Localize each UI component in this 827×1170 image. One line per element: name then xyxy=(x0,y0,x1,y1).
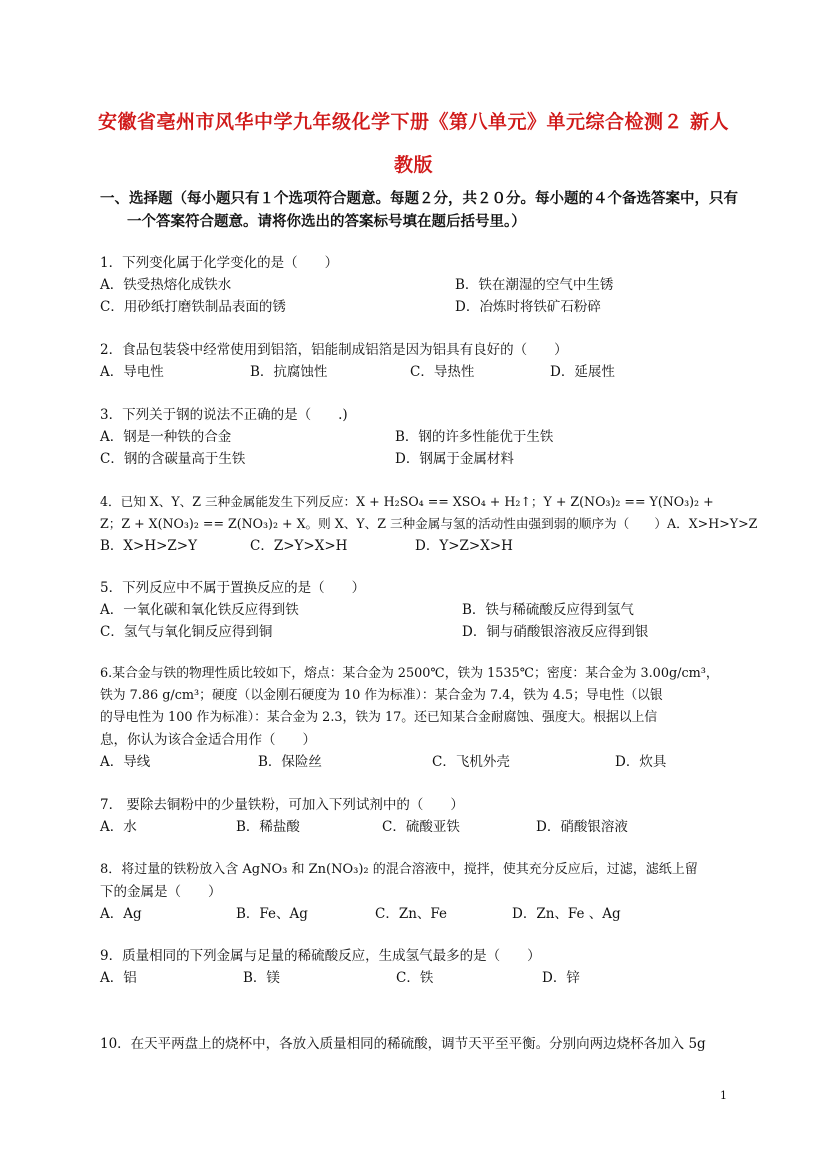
question-1-option-a: A．铁受热熔化成铁水 xyxy=(100,277,232,293)
question-8-option-c: C．Zn、Fe xyxy=(375,906,448,922)
question-8-option-d: D．Zn、Fe 、Ag xyxy=(512,906,621,922)
question-4-option-c: C．Z>Y>X>H xyxy=(250,538,348,554)
question-3-option-d: D．钢属于金属材料 xyxy=(395,451,514,467)
question-2-stem: 2．食品包装袋中经常使用到铝箔，铝能制成铝箔是因为铝具有良好的（ ） xyxy=(100,342,568,358)
question-2-option-d: D．延展性 xyxy=(550,364,615,380)
section-instructions-line-2: 一个答案符合题意。请将你选出的答案标号填在题后括号里。） xyxy=(127,213,526,230)
question-6-option-c: C．飞机外壳 xyxy=(432,754,510,770)
question-6-stem-line-2: 铁为 7.86 g/cm³；硬度（以金刚石硬度为 10 作为标准）：某合金为 7.4，铁为 4.5；导电性（以银 xyxy=(100,688,663,703)
question-1-option-b: B．铁在潮湿的空气中生锈 xyxy=(455,277,614,293)
question-8-stem-line-2: 下的金属是（ ） xyxy=(100,884,222,900)
question-8-option-b: B．Fe、Ag xyxy=(236,906,308,922)
question-9-stem: 9．质量相同的下列金属与足量的稀硫酸反应，生成氢气最多的是（ ） xyxy=(100,948,541,964)
question-4-stem-line-2: Z；Z + X(NO₃)₂ == Z(NO₃)₂ + X。则 X、Y、Z 三种金属与氢的活动性由强到弱的顺序为（ ）A．X>H>Y>Z xyxy=(100,516,758,531)
question-4-stem-line-1: 4．已知 X、Y、Z 三种金属能发生下列反应：X + H₂SO₄ == XSO₄ + H₂↑；Y + Z(NO₃)₂ == Y(NO₃)₂ + xyxy=(100,494,714,509)
section-instructions-line-1: 一、选择题（每小题只有１个选项符合题意。每题２分，共２０分。每小题的４个备选答案中，只有 xyxy=(100,190,738,207)
question-3-option-c: C．钢的含碳量高于生铁 xyxy=(100,451,246,467)
question-6-option-d: D．炊具 xyxy=(615,754,667,770)
section-instructions xyxy=(100,187,740,233)
question-2-option-b: B．抗腐蚀性 xyxy=(250,364,328,380)
question-6-option-a: A．导线 xyxy=(100,754,151,770)
question-5-option-b: B．铁与稀硫酸反应得到氢气 xyxy=(462,602,634,618)
document-title-line-1: 安徽省亳州市风华中学九年级化学下册《第八单元》单元综合检测２ 新人 xyxy=(97,111,730,133)
question-7-option-b: B．稀盐酸 xyxy=(236,819,300,835)
question-3-stem: 3．下列关于钢的说法不正确的是（ .) xyxy=(100,407,348,423)
question-9-option-d: D．锌 xyxy=(542,970,580,986)
question-7-option-d: D．硝酸银溶液 xyxy=(536,819,628,835)
question-6-stem-line-4: 息，你认为该合金适合用作（ ） xyxy=(100,732,316,748)
question-3-option-a: A．钢是一种铁的合金 xyxy=(100,429,232,445)
question-9-option-a: A．铝 xyxy=(100,970,137,986)
question-9-option-c: C．铁 xyxy=(396,970,434,986)
question-2-option-a: A．导电性 xyxy=(100,364,164,380)
question-6-stem-line-1: 6.某合金与铁的物理性质比较如下，熔点：某合金为 2500℃，铁为 1535℃；密度：某合金为 3.00g/cm³， xyxy=(100,666,719,681)
question-4-option-d: D．Y>Z>X>H xyxy=(415,538,513,554)
document-title-line-2: 教版 xyxy=(393,154,433,176)
question-5-option-c: C．氢气与氧化铜反应得到铜 xyxy=(100,624,273,640)
page-number: 1 xyxy=(720,1089,727,1102)
question-7-option-c: C．硫酸亚铁 xyxy=(382,819,460,835)
question-10-stem: 10．在天平两盘上的烧杯中，各放入质量相同的稀硫酸，调节天平至平衡。分别向两边烧杯各加入 5g xyxy=(100,1036,706,1052)
question-1-option-c: C．用砂纸打磨铁制品表面的锈 xyxy=(100,299,286,315)
question-8-stem-line-1: 8．将过量的铁粉放入含 AgNO₃ 和 Zn(NO₃)₂ 的混合溶液中，搅拌，使其充分反应后，过滤，滤纸上留 xyxy=(100,862,698,877)
question-7-stem: 7． 要除去铜粉中的少量铁粉，可加入下列试剂中的（ ） xyxy=(100,797,464,813)
question-6-stem-line-3: 的导电性为 100 作为标准）：某合金为 2.3，铁为 17。还已知某合金耐腐蚀、强度大。根据以上信 xyxy=(100,710,658,725)
question-8-option-a: A．Ag xyxy=(100,906,142,922)
question-2-option-c: C．导热性 xyxy=(410,364,475,380)
question-1-stem: 1．下列变化属于化学变化的是（ ） xyxy=(100,255,339,271)
question-5-option-a: A．一氧化碳和氧化铁反应得到铁 xyxy=(100,602,299,618)
question-5-stem: 5．下列反应中不属于置换反应的是（ ） xyxy=(100,580,366,596)
question-1-option-d: D．冶炼时将铁矿石粉碎 xyxy=(455,299,601,315)
question-9-option-b: B．镁 xyxy=(243,970,280,986)
question-5-option-d: D．铜与硝酸银溶液反应得到银 xyxy=(462,624,649,640)
question-6-option-b: B．保险丝 xyxy=(258,754,322,770)
question-3-option-b: B．钢的许多性能优于生铁 xyxy=(395,429,554,445)
question-4-option-b: B．X>H>Z>Y xyxy=(100,538,198,554)
question-7-option-a: A．水 xyxy=(100,819,137,835)
